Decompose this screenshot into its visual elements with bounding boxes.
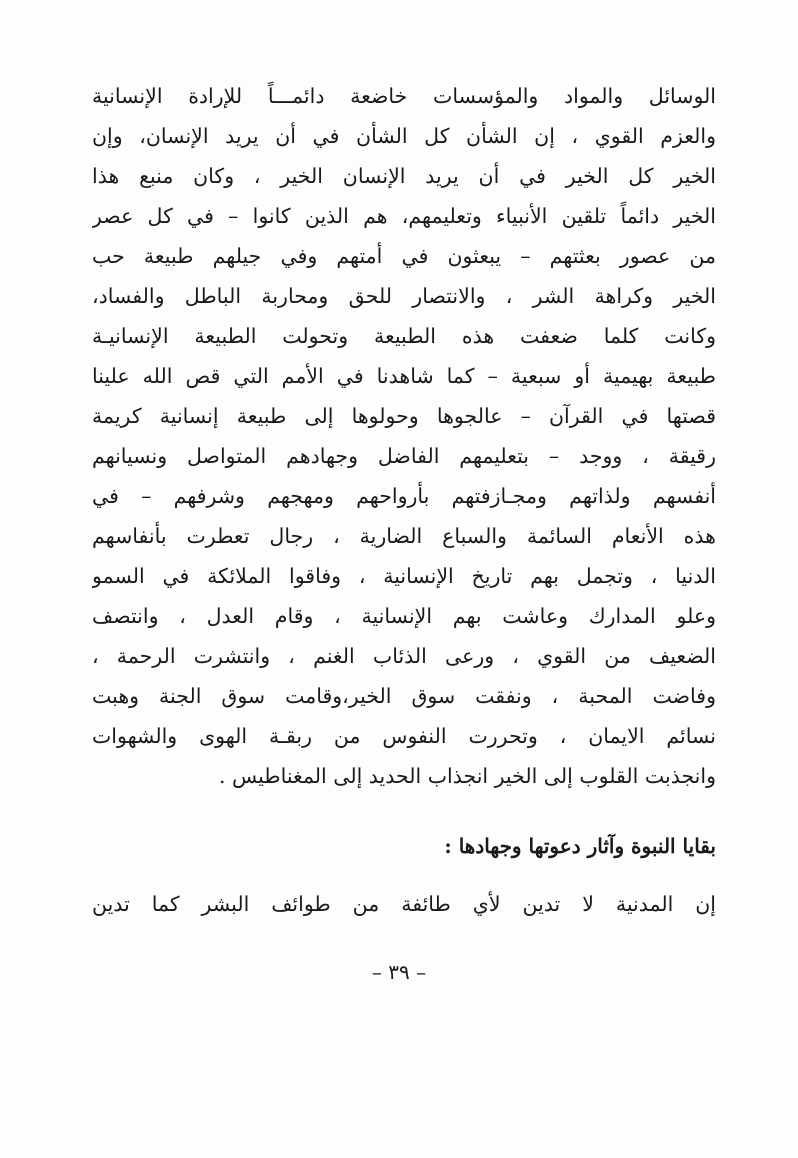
paragraph-line: والعزم القوي ، إن الشأن كل الشأن في أن يريد الإنسان، وإن	[92, 124, 716, 148]
paragraph-line: الخير دائماً تلقين الأنبياء وتعليمهم، هم الذين كانوا – في كل عصر	[92, 204, 716, 228]
paragraph-line: وعلو المدارك وعاشت بهم الإنسانية ، وقام العدل ، وانتصف	[92, 604, 716, 628]
paragraph-line: رقيقة ، ووجد – بتعليمهم الفاضل وجهادهم المتواصل ونسيانهم	[92, 444, 716, 468]
paragraph-line: أنفسهم ولذاتهم ومجـازفتهم بأرواحهم ومهجهم وشرفهم – في	[92, 484, 716, 508]
paragraph-line: هذه الأنعام السائمة والسباع الضارية ، رجال تعطرت بأنفاسهم	[92, 524, 716, 548]
paragraph-line: الخير وكراهة الشر ، والانتصار للحق ومحاربة الباطل والفساد،	[92, 284, 716, 308]
paragraph-line: الدنيا ، وتجمل بهم تاريخ الإنسانية ، وفاقوا الملائكة في السمو	[92, 564, 716, 588]
paragraph-line: الوسائل والمواد والمؤسسات خاضعة دائمـــاً للإرادة الإنسانية	[92, 84, 716, 108]
paragraph-line: نسائم الايمان ، وتحررت النفوس من ربقـة الهوى والشهوات	[92, 724, 716, 748]
paragraph-line: الضعيف من القوي ، ورعى الذئاب الغنم ، وانتشرت الرحمة ،	[92, 644, 716, 668]
paragraph-line: قصتها في القرآن – عالجوها وحولوها إلى طبيعة إنسانية كريمة	[92, 404, 716, 428]
paragraph-line: وفاضت المحبة ، ونفقت سوق الخير،وقامت سوق الجنة وهبت	[92, 684, 716, 708]
section-heading: بقايا النبوة وآثار دعوتها وجهادها :	[444, 834, 716, 858]
paragraph-line: من عصور بعثتهم – يبعثون في أمتهم وفي جيلهم طبيعة حب	[92, 244, 716, 268]
paragraph-line: وكانت كلما ضعفت هذه الطبيعة وتحولت الطبيعة الإنسانيـة	[92, 324, 716, 348]
section-first-line: إن المدنية لا تدين لأي طائفة من طوائف البشر كما تدين	[92, 892, 716, 916]
paragraph-line: الخير كل الخير في أن يريد الإنسان الخير ، وكان منبع هذا	[92, 164, 716, 188]
paragraph-line: طبيعة بهيمية أو سبعية – كما شاهدنا في الأمم التي قص الله علينا	[92, 364, 716, 388]
paragraph-line: وانجذبت القلوب إلى الخير انجذاب الحديد إلى المغناطيس .	[218, 764, 716, 788]
main-paragraph	[92, 76, 716, 796]
page-number: – ٣٩ –	[371, 960, 427, 984]
